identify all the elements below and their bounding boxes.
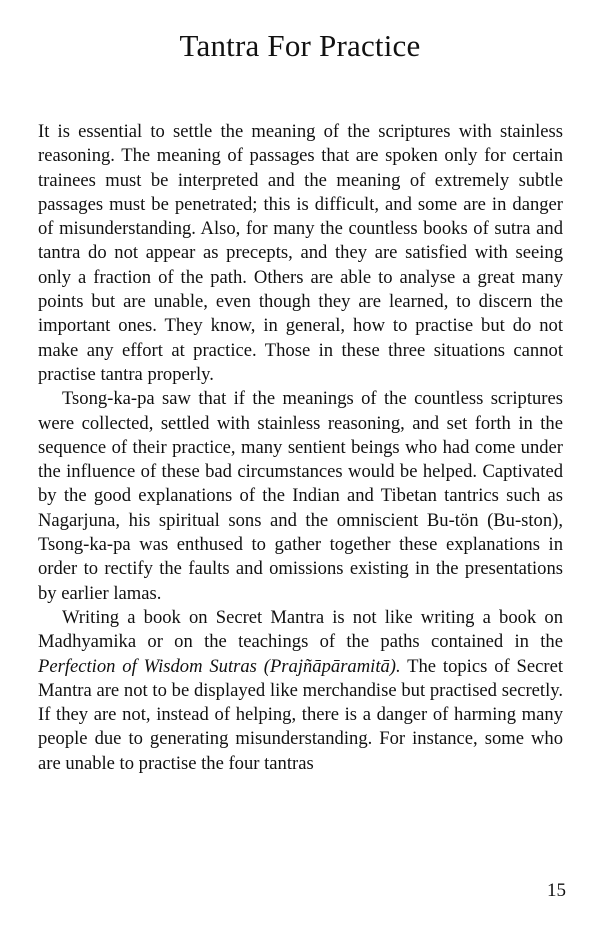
paragraph-2: Tsong-ka-pa saw that if the meanings of the countless scriptures were collected, settled with stainless reasoning, and set forth in the sequence of their practice, many sentient beings who had come under the influence of these bad circumstances would be helped. Captivated by the good explanations of the Indian and Tibetan tantrics such as Nagarjuna, his spiritual sons and the omniscient Bu-tön (Bu-ston), Tsong-ka-pa was enthused to gather together these explanations in order to rectify the faults and omissions existing in the presentations by earlier lamas. <box>38 388 563 604</box>
page-title: Tantra For Practice <box>179 28 421 63</box>
book-title-italic: Perfection of Wisdom Sutras (Prajñāpāramitā). <box>38 655 401 677</box>
body-text <box>38 120 563 776</box>
paragraph-3-text-after: The topics of Secret Mantra are not to be displayed like merchandise but practised secretly. If they are not, instead of helping, there is a danger of harming many people due to generating misunderstanding. For instance, some who are unable to practise the four tantras <box>38 655 563 774</box>
paragraph-3-text-before: Writing a book on Secret Mantra is not like writing a book on Madhyamika or on the teachings of the paths contained in the <box>38 606 563 653</box>
paragraph-1: It is essential to settle the meaning of the scriptures with stainless reasoning. The meaning of passages that are spoken only for certain trainees must be interpreted and the meaning of extremely subtle passages must be penetrated; this is difficult, and some are in danger of misunderstanding. Also, for many the countless books of sutra and tantra do not appear as precepts, and they are satisfied with seeing only a fraction of the path. Others are able to analyse a great many points but are unable, even though they are learned, to discern the important ones. They know, in general, how to practise but do not make any effort at practice. Those in these three situations cannot practise tantra properly. <box>38 121 563 385</box>
page-number: 15 <box>547 880 566 901</box>
paragraph-3 <box>38 606 563 776</box>
